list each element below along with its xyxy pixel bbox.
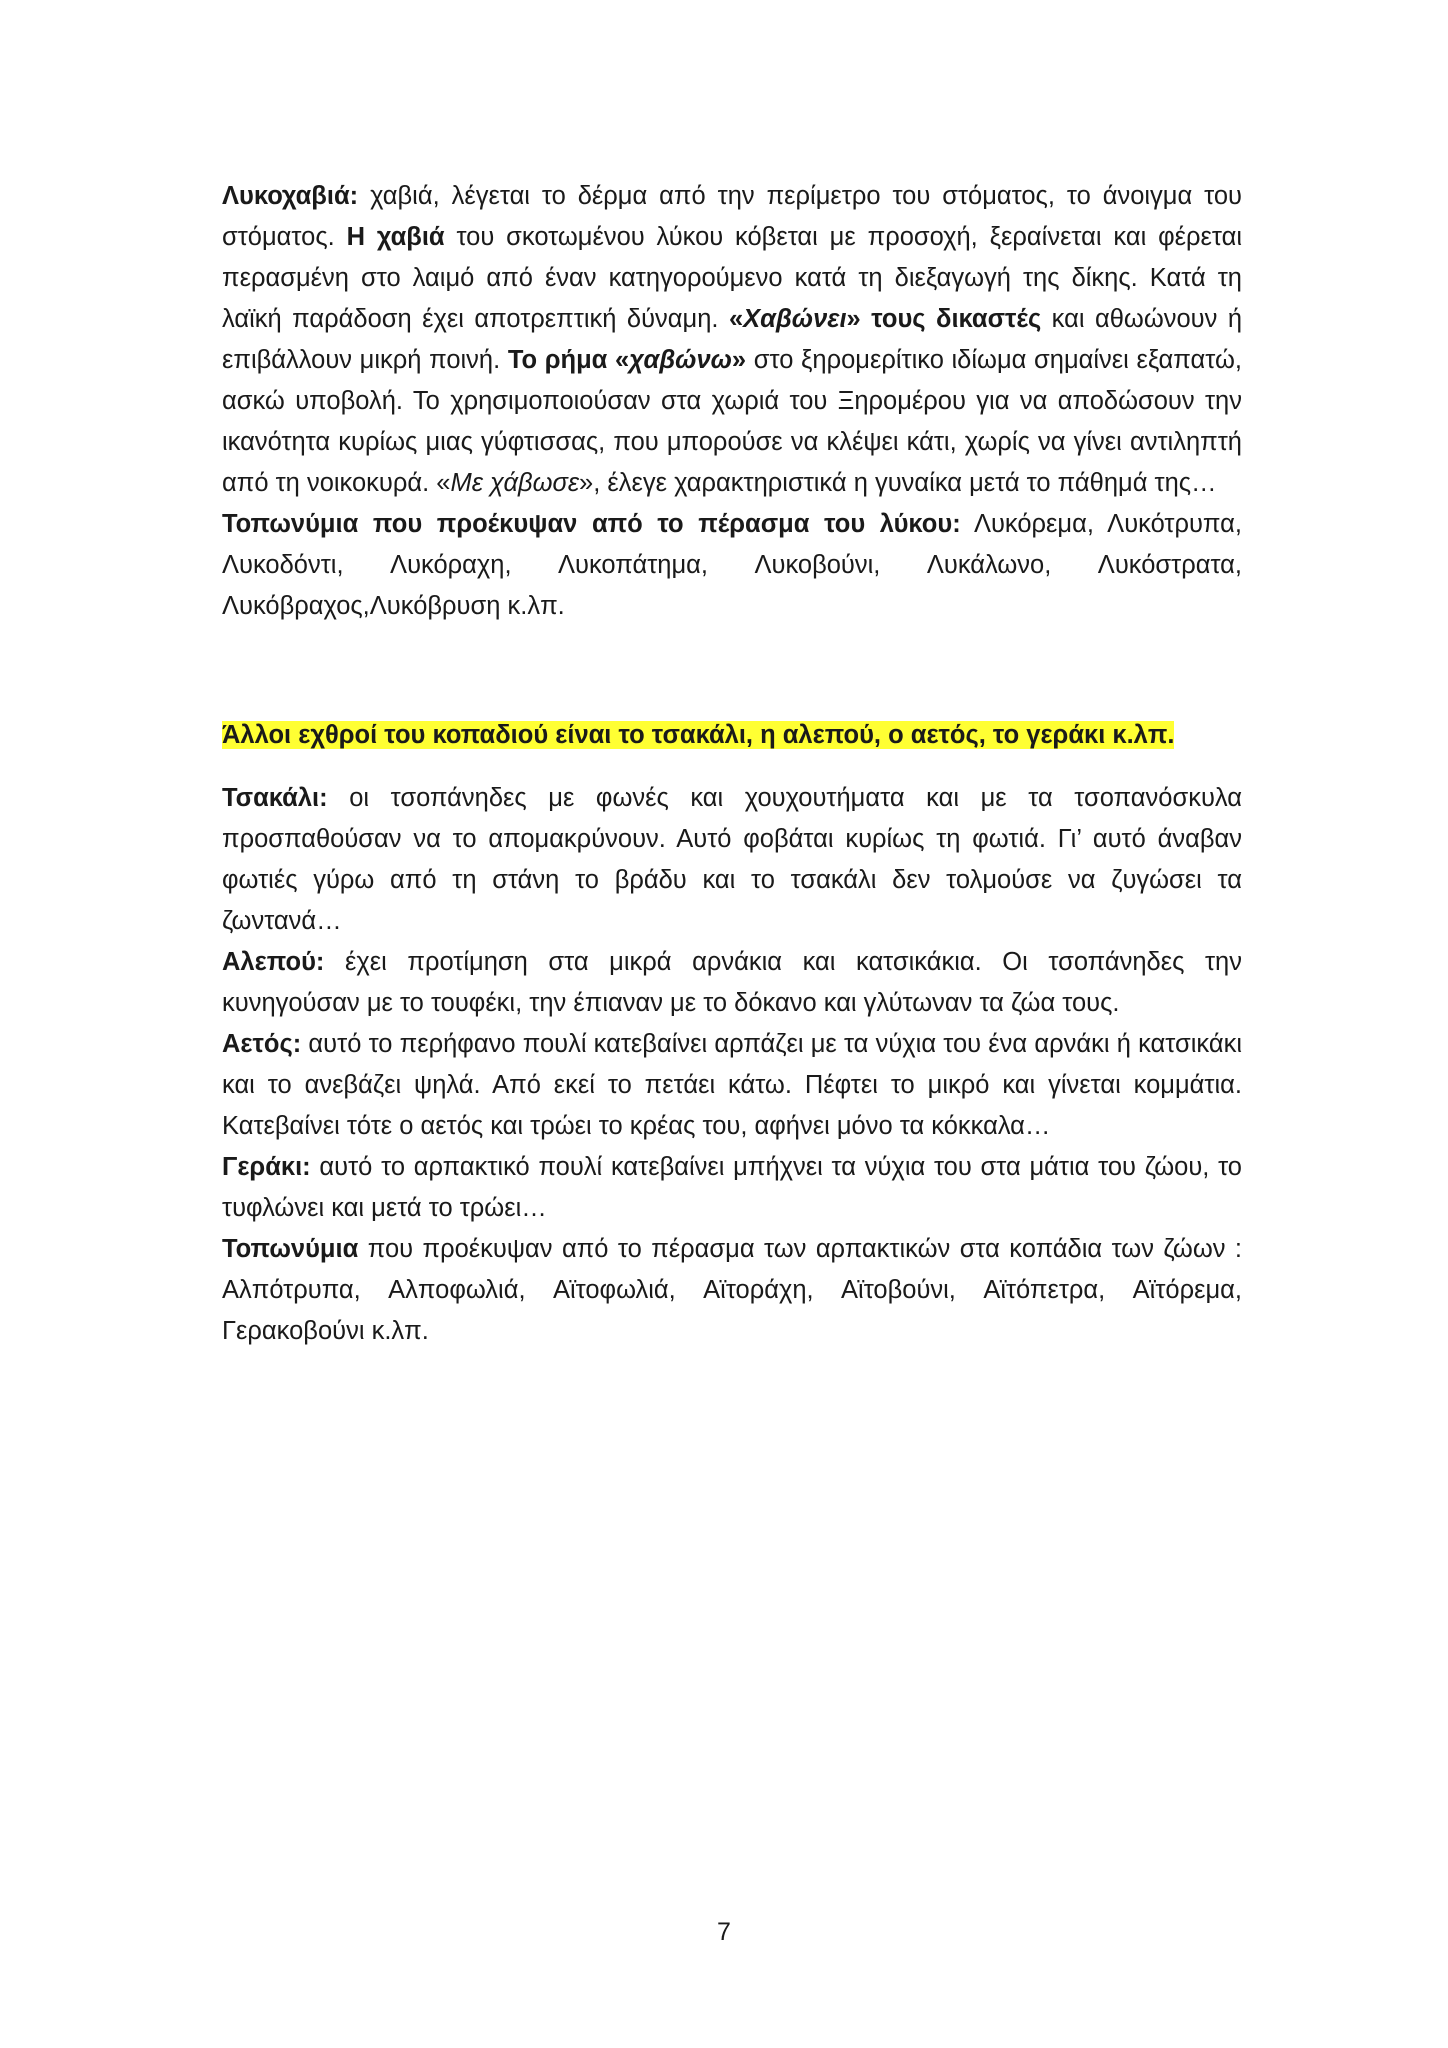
- page-number: 7: [717, 1918, 731, 1946]
- term-toponyms-wolf: Τοπωνύμια που προέκυψαν από το πέρασμα του λύκου:: [222, 510, 961, 538]
- term-lykochavia: Λυκοχαβιά:: [222, 182, 359, 210]
- term-jackal: Τσακάλι:: [222, 784, 328, 812]
- paragraph-eagle: Αετός: αυτό το περήφανο πουλί κατεβαίνει αρπάζει με τα νύχια του ένα αρνάκι ή κατσικάκι και το ανεβάζει ψηλά. Από εκεί το πετάει κάτω. Πέφτει το μικρό και γίνεται κομμάτια. Κατεβαίνει τότε ο αετός και τρώει το κρέας του, αφήνει μόνο τα κόκκαλα…: [222, 1030, 1242, 1140]
- term-eagle: Αετός:: [222, 1030, 302, 1058]
- paragraph-toponyms-wolf: Τοπωνύμια που προέκυψαν από το πέρασμα του λύκου: Λυκόρεμα, Λυκότρυπα, Λυκοδόντι, Λυκόραχη, Λυκοπάτημα, Λυκοβούνι, Λυκάλωνο, Λυκόστρατα, Λυκόβραχος,Λυκόβρυση κ.λπ.: [222, 510, 1242, 620]
- highlighted-heading: Άλλοι εχθροί του κοπαδιού είναι το τσακάλι, η αλεπού, ο αετός, το γεράκι κ.λπ.: [222, 721, 1175, 749]
- paragraph-lykochavia: Λυκοχαβιά: χαβιά, λέγεται το δέρμα από την περίμετρο του στόματος, το άνοιγμα του στόματος. Η χαβιά του σκοτωμένου λύκου κόβεται με προσοχή, ξεραίνεται και φέρεται περασμένη στο λαιμό από έναν κατηγορούμενο κατά τη διεξαγωγή της δίκης. Κατά τη λαϊκή παράδοση έχει αποτρεπτική δύναμη. «Χαβώνει» τους δικαστές και αθωώνουν ή επιβάλλουν μικρή ποινή. Το ρήμα «χαβώνω» στο ξηρομερίτικο ιδίωμα σημαίνει εξαπατώ, ασκώ υποβολή. Το χρησιμοποιούσαν στα χωριά του Ξηρομέρου για να αποδώσουν την ικανότητα κυρίως μιας γύφτισσας, που μπορούσε να κλέψει κάτι, χωρίς να γίνει αντιληπτή από τη νοικοκυρά. «Με χάβωσε», έλεγε χαρακτηριστικά η γυναίκα μετά το πάθημά της…: [222, 182, 1243, 497]
- paragraph-toponyms-raptors: Τοπωνύμια που προέκυψαν από το πέρασμα των αρπακτικών στα κοπάδια των ζώων : Αλπότρυπα, Αλποφωλιά, Αϊτοφωλιά, Αϊτοράχη, Αϊτοβούνι, Αϊτόπετρα, Αϊτόρεμα, Γερακοβούνι κ.λπ.: [222, 1235, 1242, 1345]
- term-toponyms-raptors: Τοπωνύμια: [222, 1235, 359, 1263]
- term-fox: Αλεπού:: [222, 948, 325, 976]
- term-hawk: Γεράκι:: [222, 1153, 311, 1181]
- section-heading: [222, 715, 1242, 756]
- paragraph-fox: Αλεπού: έχει προτίμηση στα μικρά αρνάκια και κατσικάκια. Οι τσοπάνηδες την κυνηγούσαν με το τουφέκι, την έπιαναν με το δόκανο και γλύτωναν τα ζώα τους.: [222, 948, 1242, 1017]
- paragraph-hawk: Γεράκι: αυτό το αρπακτικό πουλί κατεβαίνει μπήχνει τα νύχια του στα μάτια του ζώου, το τυφλώνει και μετά το τρώει…: [222, 1153, 1242, 1222]
- document-body: [222, 176, 1242, 1352]
- paragraph-jackal: Τσακάλι: οι τσοπάνηδες με φωνές και χουχουτήματα και με τα τσοπανόσκυλα προσπαθούσαν να το απομακρύνουν. Αυτό φοβάται κυρίως τη φωτιά. Γι’ αυτό άναβαν φωτιές γύρω από τη στάνη το βράδυ και το τσακάλι δεν τολμούσε να ζυγώσει τα ζωντανά…: [222, 784, 1242, 935]
